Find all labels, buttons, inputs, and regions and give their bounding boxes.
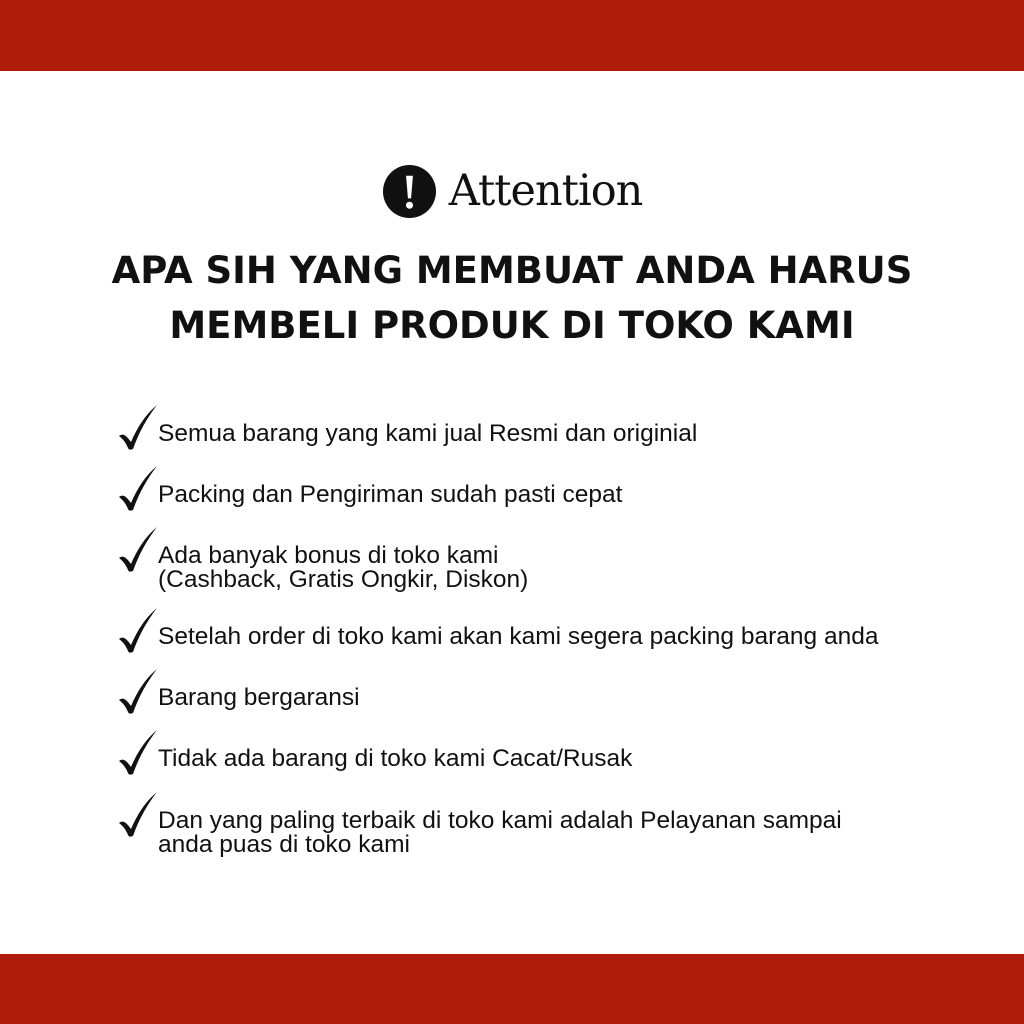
benefit-text <box>158 544 528 592</box>
benefit-item <box>118 404 697 454</box>
checkmark-icon <box>118 404 158 454</box>
exclamation-circle-icon <box>382 164 437 219</box>
benefit-text-line: Semua barang yang kami jual Resmi dan originial <box>158 420 698 447</box>
benefit-item <box>118 668 360 718</box>
benefit-text-line: (Cashback, Gratis Ongkir, Diskon) <box>158 566 529 593</box>
benefit-item <box>118 607 878 657</box>
checkmark-icon <box>118 607 158 657</box>
benefit-text <box>158 809 842 857</box>
benefit-item <box>118 729 632 779</box>
benefit-item <box>118 791 842 857</box>
checkmark-icon <box>118 526 158 576</box>
headline-line-2: MEMBELI PRODUK DI TOKO KAMI <box>169 304 855 347</box>
headline-line-1: APA SIH YANG MEMBUAT ANDA HARUS <box>111 249 913 292</box>
benefit-text-line: Dan yang paling terbaik di toko kami adalah Pelayanan sampai <box>158 807 842 834</box>
bottom-red-band <box>0 954 1024 1024</box>
checkmark-icon <box>118 791 158 841</box>
page-title <box>0 243 1024 353</box>
checkmark-icon <box>118 465 158 515</box>
benefit-item <box>118 526 528 592</box>
benefit-text-line: Barang bergaransi <box>158 684 360 711</box>
benefit-text-line: Ada banyak bonus di toko kami <box>158 542 499 569</box>
benefit-text-line: Setelah order di toko kami akan kami segera packing barang anda <box>158 623 879 650</box>
checkmark-icon <box>118 729 158 779</box>
benefit-text <box>158 483 622 507</box>
benefit-text <box>158 747 632 771</box>
top-red-band <box>0 0 1024 71</box>
benefit-text-line: anda puas di toko kami <box>158 831 410 858</box>
benefit-text <box>158 422 697 446</box>
benefit-text-line: Tidak ada barang di toko kami Cacat/Rusak <box>158 745 633 772</box>
attention-label: Attention <box>448 166 643 216</box>
benefit-item <box>118 465 622 515</box>
checkmark-icon <box>118 668 158 718</box>
benefit-text-line: Packing dan Pengiriman sudah pasti cepat <box>158 481 623 508</box>
attention-header <box>0 164 1024 219</box>
benefit-text <box>158 625 878 649</box>
benefit-text <box>158 686 360 710</box>
